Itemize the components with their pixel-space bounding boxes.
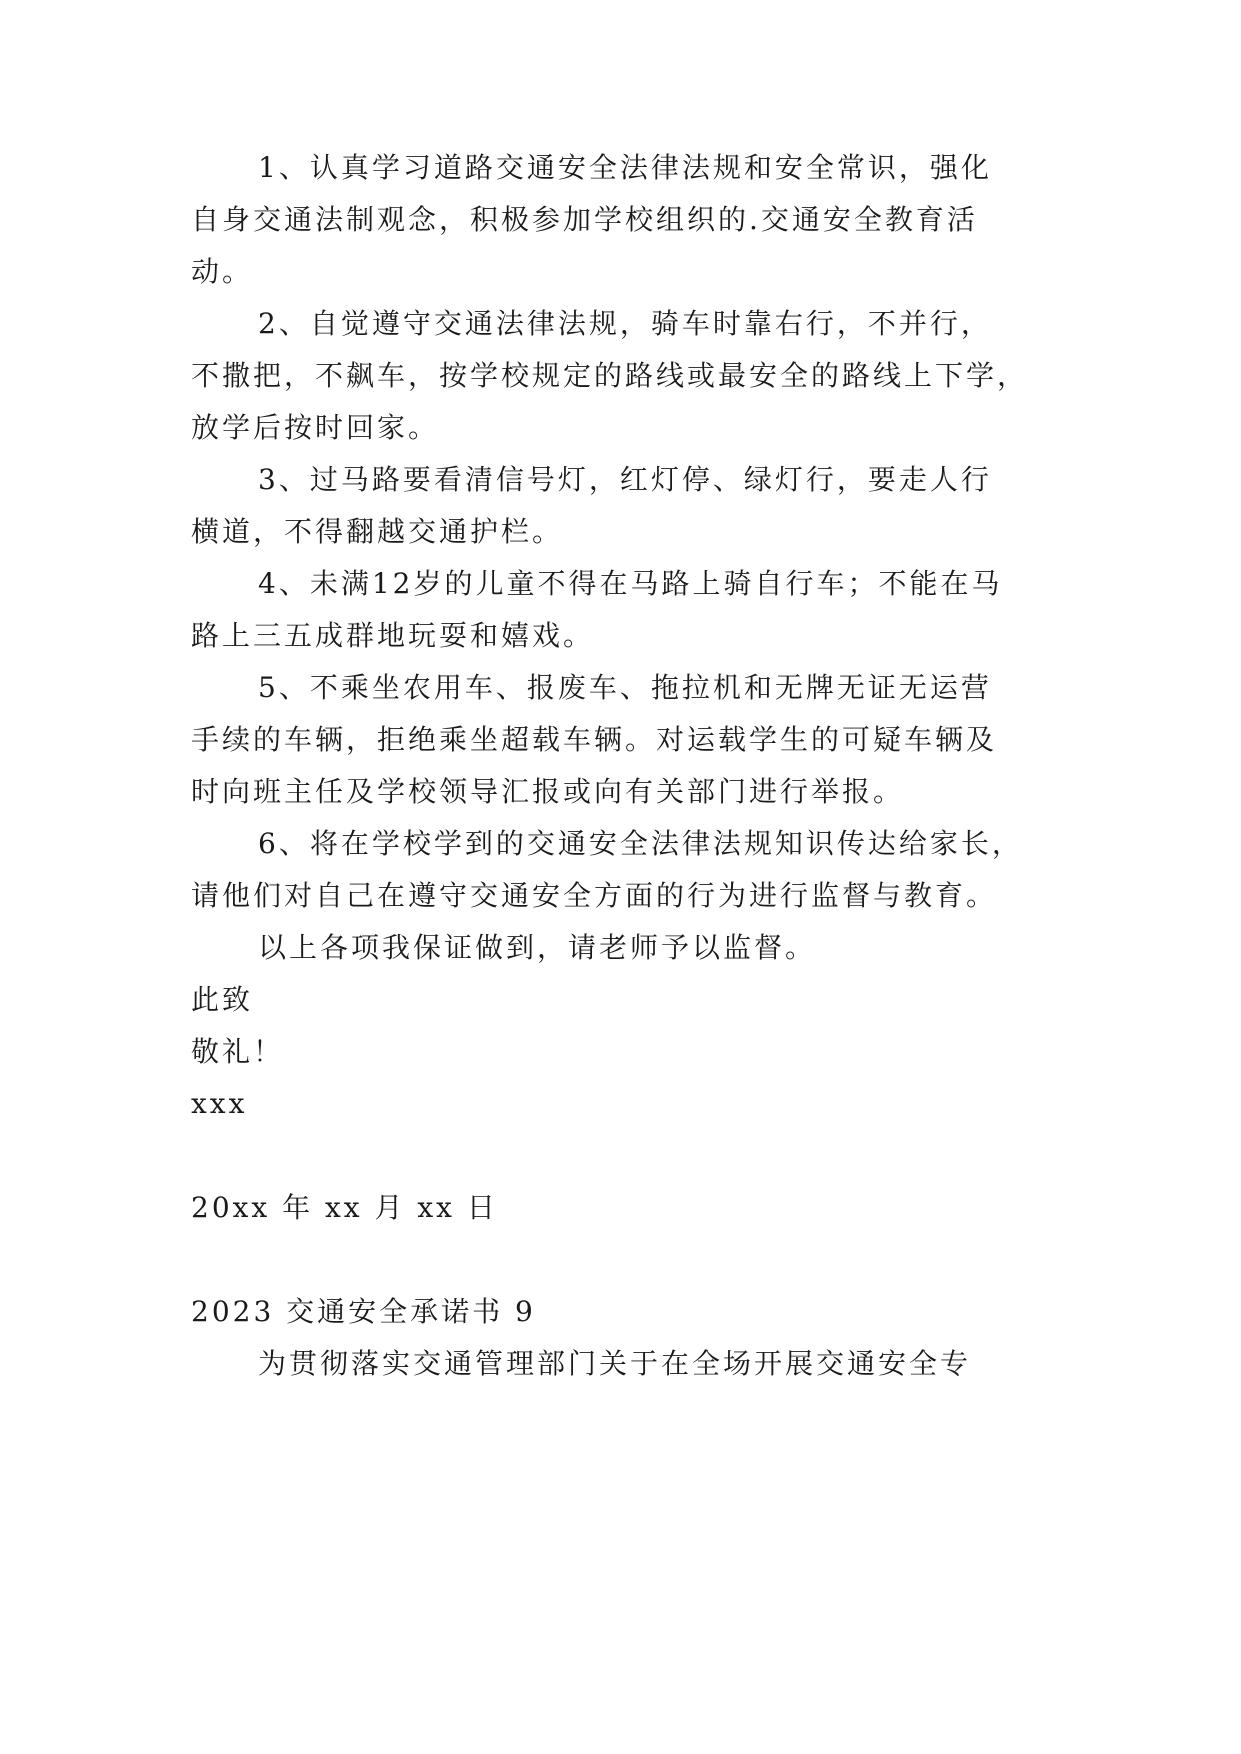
item-1-line-2: 自身交通法制观念，积极参加学校组织的.交通安全教育活 [191,203,978,236]
item-5-line-1: 5、不乘坐农用车、报废车、拖拉机和无牌无证无运营 [258,671,992,704]
section-title: 2023 交通安全承诺书 9 [191,1295,536,1328]
item-5-line-3: 时向班主任及学校领导汇报或向有关部门进行举报。 [191,775,905,808]
signature: xxx [191,1087,248,1120]
item-4-line-1: 4、未满12岁的儿童不得在马路上骑自行车；不能在马 [258,567,1003,600]
item-1-line-1: 1、认真学习道路交通安全法律法规和安全常识，强化 [258,151,992,184]
item-6-line-1: 6、将在学校学到的交通安全法律法规知识传达给家长， [258,827,1023,860]
item-6-line-2: 请他们对自己在遵守交通安全方面的行为进行监督与教育。 [191,879,998,912]
item-3-line-2: 横道，不得翻越交通护栏。 [191,515,564,548]
closing-regards: 敬礼！ [191,1035,285,1068]
item-3-line-1: 3、过马路要看清信号灯，红灯停、绿灯行，要走人行 [258,463,992,496]
item-4-line-2: 路上三五成群地玩耍和嬉戏。 [191,619,595,652]
item-5-line-2: 手续的车辆，拒绝乘坐超载车辆。对运载学生的可疑车辆及 [191,723,998,756]
item-2-line-1: 2、自觉遵守交通法律法规，骑车时靠右行，不并行， [258,307,992,340]
item-2-line-2: 不撒把，不飙车，按学校规定的路线或最安全的路线上下学， [191,359,1029,392]
section-first-line: 为贯彻落实交通管理部门关于在全场开展交通安全专 [258,1347,972,1380]
guarantee-line: 以上各项我保证做到，请老师予以监督。 [258,931,817,964]
date-line: 20xx 年 xx 月 xx 日 [191,1191,498,1224]
closing-salutation: 此致 [191,983,254,1016]
item-1-line-3: 动。 [191,255,254,288]
item-2-line-3: 放学后按时回家。 [191,411,440,444]
